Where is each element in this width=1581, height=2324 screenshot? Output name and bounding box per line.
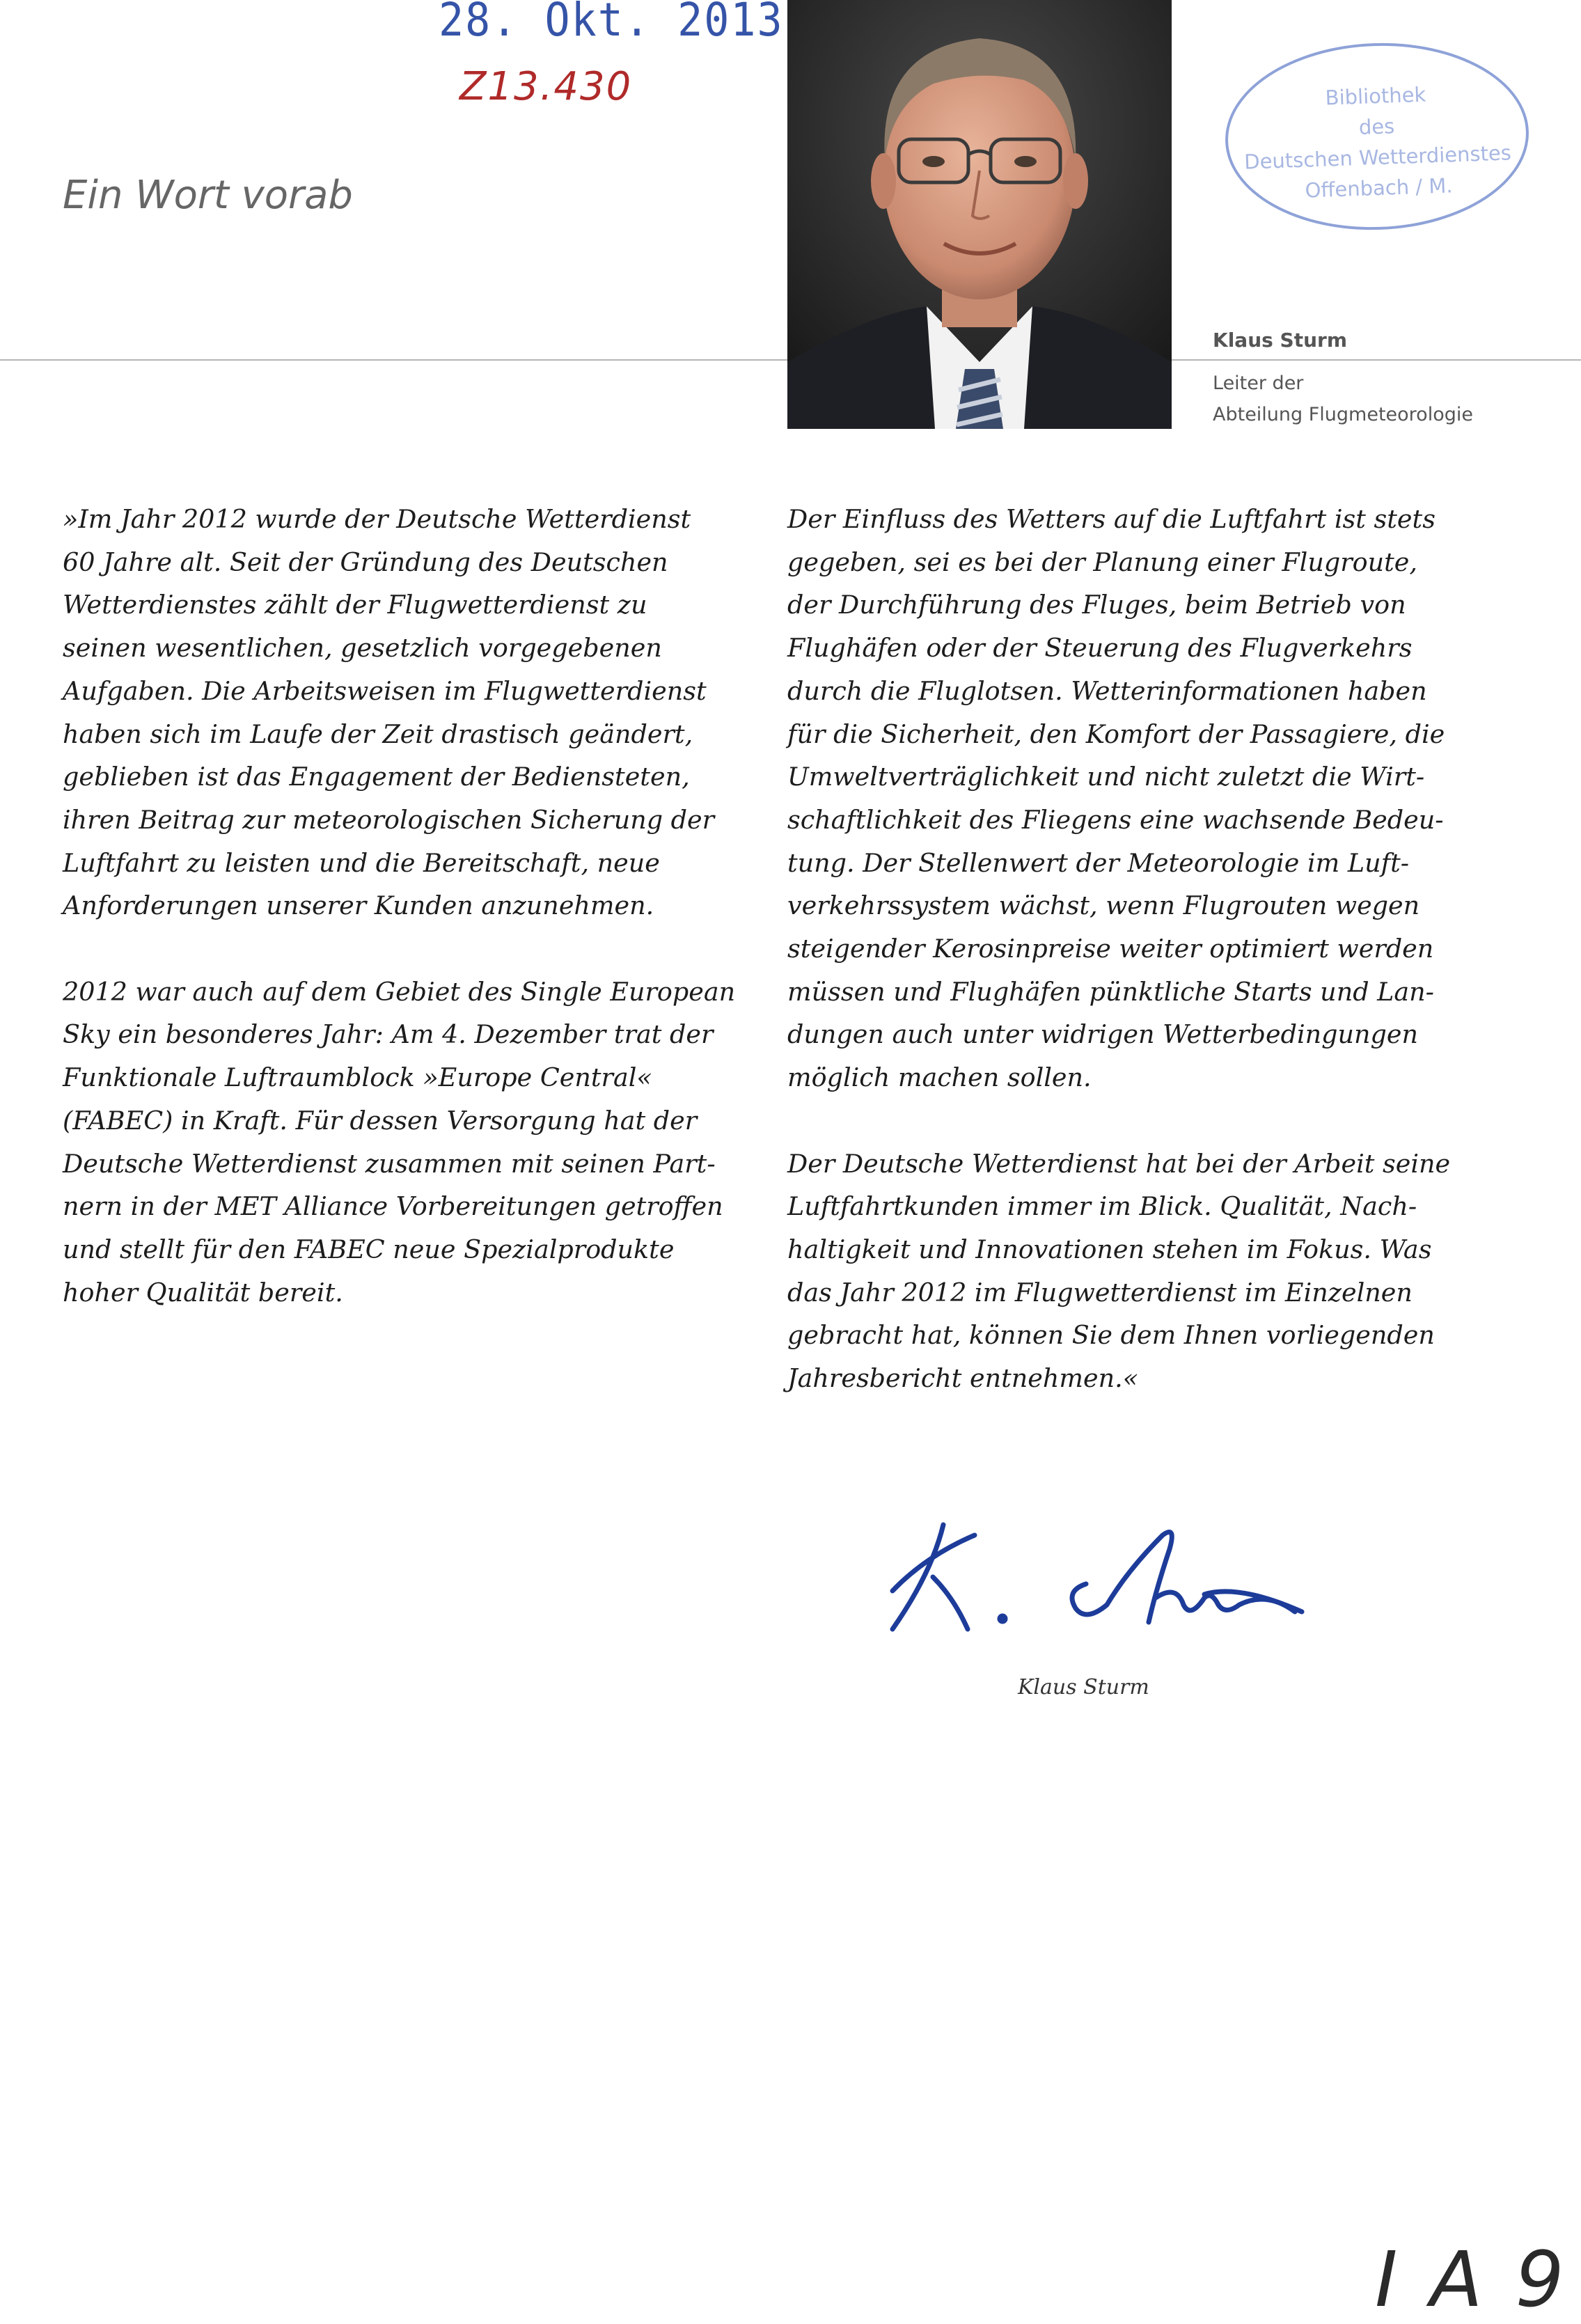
signature-name: Klaus Sturm xyxy=(1018,1675,1149,1699)
text-line: Funktionale Luftraumblock »Europe Central« xyxy=(63,1062,652,1093)
text-line: Anforderungen unserer Kunden anzunehmen. xyxy=(63,890,654,921)
text-line: haltigkeit und Innovationen stehen im Fokus. Was xyxy=(787,1234,1432,1264)
text-line: Umweltverträglichkeit und nicht zuletzt die Wirt- xyxy=(787,762,1425,792)
text-line: (FABEC) in Kraft. Für dessen Versorgung hat der xyxy=(63,1105,698,1136)
text-line: Der Einfluss des Wetters auf die Luftfahrt ist stets xyxy=(787,504,1436,534)
paragraph-gap xyxy=(63,927,759,971)
left-paragraph-2 xyxy=(63,971,759,1314)
text-line: gegeben, sei es bei der Planung einer Flugroute, xyxy=(787,547,1417,577)
text-line: möglich machen sollen. xyxy=(787,1062,1092,1093)
text-line: haben sich im Laufe der Zeit drastisch geändert, xyxy=(63,719,693,749)
text-line: geblieben ist das Engagement der Bediensteten, xyxy=(63,762,690,792)
text-line: seinen wesentlichen, gesetzlich vorgegebenen xyxy=(63,633,662,664)
library-stamp-line: Deutschen Wetterdienstes xyxy=(1243,141,1512,174)
text-line: 2012 war auch auf dem Gebiet des Single European xyxy=(63,976,736,1007)
text-line: Luftfahrtkunden immer im Blick. Qualität, Nach- xyxy=(787,1191,1417,1222)
text-line: Aufgaben. Die Arbeitsweisen im Flugwetterdienst xyxy=(63,675,707,706)
text-line: Luftfahrt zu leisten und die Bereitschaft, neue xyxy=(63,847,660,878)
text-line: dungen auch unter widrigen Wetterbedingungen xyxy=(787,1019,1418,1050)
text-line: nern in der MET Alliance Vorbereitungen getroffen xyxy=(63,1191,723,1222)
date-stamp: 28. Okt. 2013 xyxy=(439,0,784,47)
text-line: hoher Qualität bereit. xyxy=(63,1277,343,1308)
text-line: für die Sicherheit, den Komfort der Passagiere, die xyxy=(787,719,1445,749)
right-paragraph-2 xyxy=(787,1143,1484,1400)
text-line: Deutsche Wetterdienst zusammen mit seinen Part- xyxy=(63,1148,716,1179)
text-line: Sky ein besonderes Jahr: Am 4. Dezember trat der xyxy=(63,1019,714,1050)
text-line: das Jahr 2012 im Flugwetterdienst im Einzelnen xyxy=(787,1277,1413,1308)
library-stamp-line: Bibliothek xyxy=(1325,82,1426,110)
section-title: Ein Wort vorab xyxy=(63,173,353,218)
text-line: Der Deutsche Wetterdienst hat bei der Arbeit seine xyxy=(787,1148,1451,1179)
text-line: verkehrssystem wächst, wenn Flugrouten wegen xyxy=(787,890,1420,921)
signature-graphic xyxy=(877,1507,1309,1640)
right-paragraph-1 xyxy=(787,498,1484,1099)
caption-role-line: Leiter der xyxy=(1213,372,1304,394)
text-line: schaftlichkeit des Fliegens eine wachsende Bedeu- xyxy=(787,804,1444,835)
handwritten-corner-mark: I A 9 xyxy=(1375,2235,1568,2324)
paragraph-gap xyxy=(787,1099,1484,1143)
text-line: gebracht hat, können Sie dem Ihnen vorliegenden xyxy=(787,1320,1435,1351)
text-line: Wetterdienstes zählt der Flugwetterdienst zu xyxy=(63,590,647,620)
caption-name: Klaus Sturm xyxy=(1213,329,1348,352)
text-line: tung. Der Stellenwert der Meteorologie im Luft- xyxy=(787,847,1410,878)
library-stamp-line: Offenbach / M. xyxy=(1305,173,1454,203)
text-line: der Durchführung des Fluges, beim Betrieb von xyxy=(787,590,1406,620)
caption-role xyxy=(1213,368,1473,430)
text-line: 60 Jahre alt. Seit der Gründung des Deutschen xyxy=(63,547,668,577)
text-line: steigender Kerosinpreise weiter optimiert werden xyxy=(787,934,1434,964)
text-line: durch die Fluglotsen. Wetterinformationen haben xyxy=(787,675,1427,706)
portrait-illustration xyxy=(787,0,1172,429)
text-line: und stellt für den FABEC neue Spezialprodukte xyxy=(63,1234,675,1264)
right-column xyxy=(787,498,1484,1400)
text-line: Jahresbericht entnehmen.« xyxy=(787,1363,1139,1394)
left-column xyxy=(63,498,759,1314)
library-stamp-line: des xyxy=(1358,114,1395,139)
text-line: »Im Jahr 2012 wurde der Deutsche Wetterdienst xyxy=(63,504,691,534)
handwritten-accession-number: Z13.430 xyxy=(459,64,633,109)
text-line: müssen und Flughäfen pünktliche Starts und Lan- xyxy=(787,976,1435,1007)
text-line: ihren Beitrag zur meteorologischen Sicherung der xyxy=(63,804,715,835)
library-stamp xyxy=(1222,38,1532,235)
caption-role-line: Abteilung Flugmeteorologie xyxy=(1213,404,1473,425)
left-paragraph-1 xyxy=(63,498,759,927)
portrait-photo xyxy=(787,0,1172,429)
text-line: Flughäfen oder der Steuerung des Flugverkehrs xyxy=(787,633,1413,664)
